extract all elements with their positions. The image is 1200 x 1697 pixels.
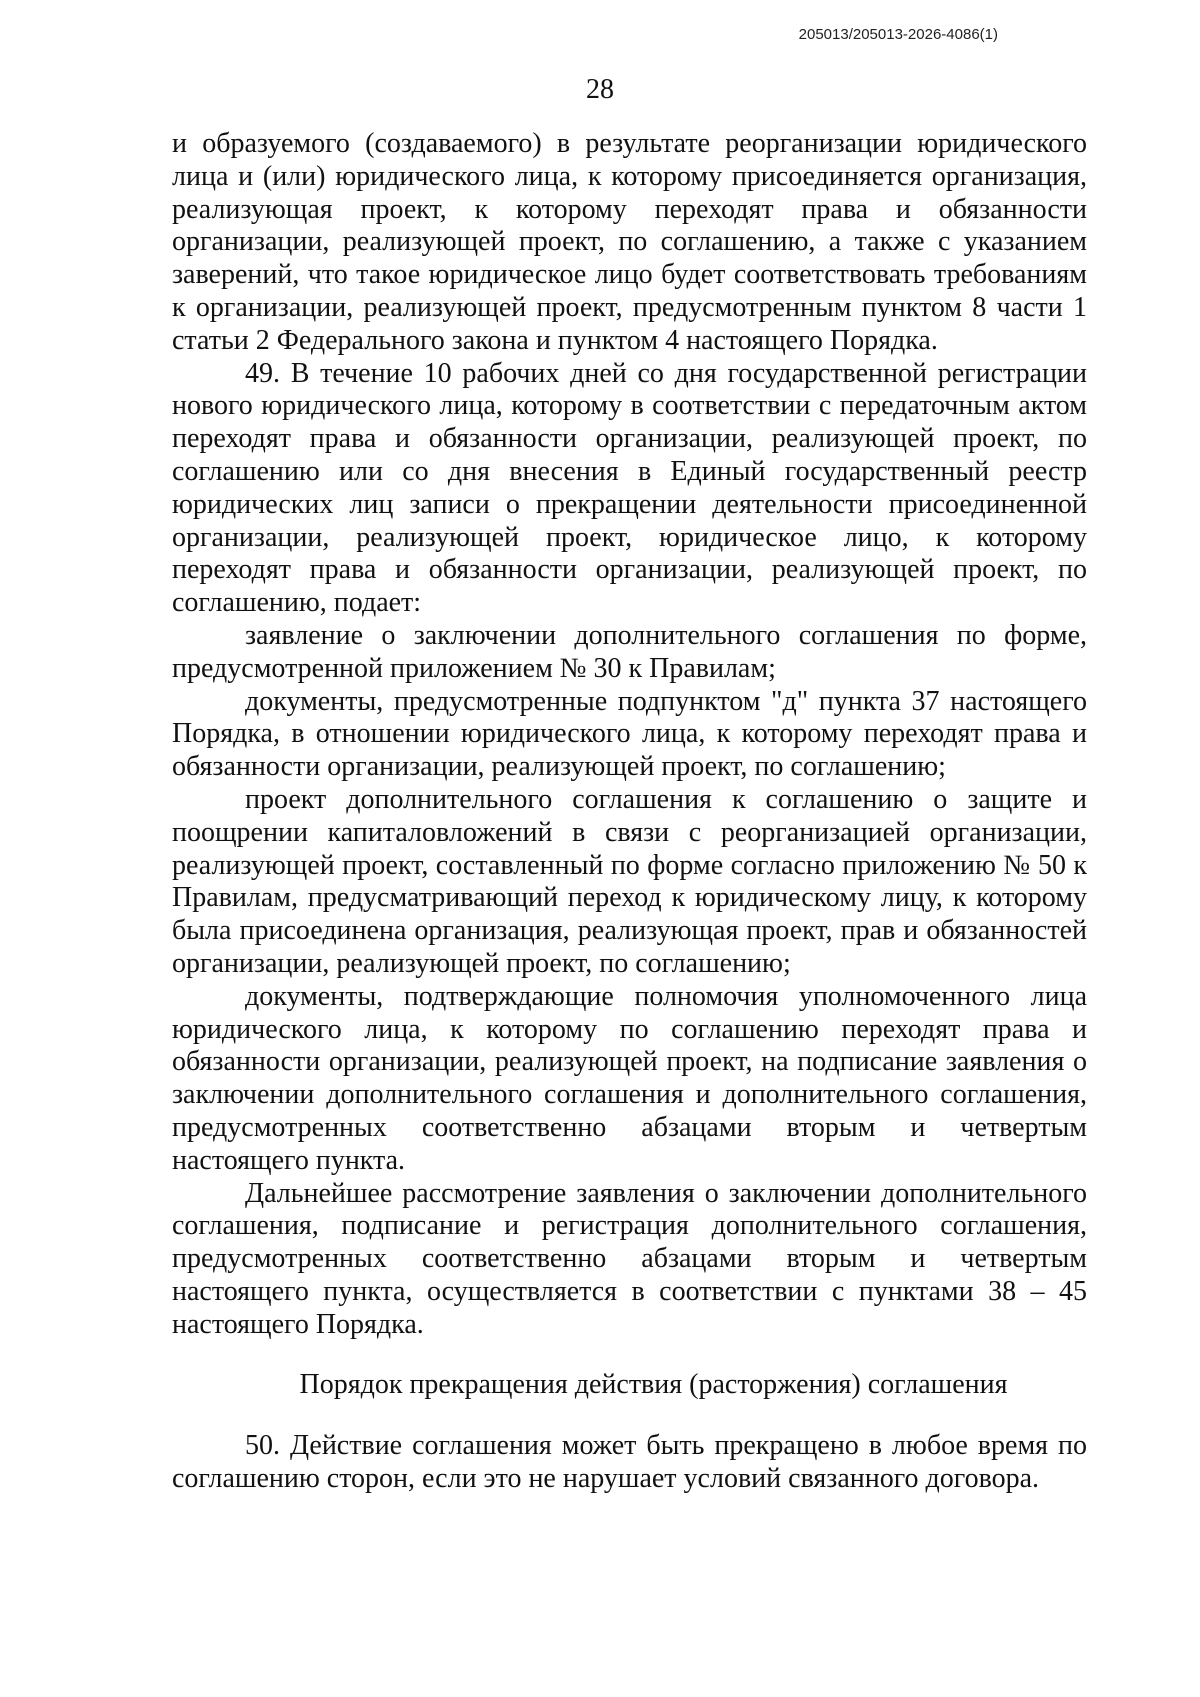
document-body xyxy=(172,128,1087,1496)
paragraph-further-review: Дальнейшее рассмотрение заявления о заключении дополнительного соглашения, подписание и регистрация дополнительного соглашения, предусмотренных соответственно абзацами вторым и четвертым настоящего пункта, осуществляется в соответствии с пунктами 38 – 45 настоящего Порядка. xyxy=(172,1177,1087,1340)
paragraph-continuation: и образуемого (создаваемого) в результате реорганизации юридического лица и (или) юридического лица, к которому присоединяется организация, реализующая проект, к которому переходят права и обязанности организации, реализующей проект, по соглашению, а также с указанием заверений, что такое юридическое лицо будет соответствовать требованиям к организации, реализующей проект, предусмотренным пунктом 8 части 1 статьи 2 Федерального закона и пунктом 4 настоящего Порядка. xyxy=(172,128,1087,356)
paragraph-application: заявление о заключении дополнительного соглашения по форме, предусмотренной приложением № 30 к Правилам; xyxy=(172,619,1087,684)
page-number: 28 xyxy=(586,74,614,105)
section-heading: Порядок прекращения действия (расторжения) соглашения xyxy=(299,1369,1008,1401)
paragraph-item-49: 49. В течение 10 рабочих дней со дня государственной регистрации нового юридического лица, которому в соответствии с передаточным актом переходят права и обязанности организации, реализующей проект, по соглашению или со дня внесения в Единый государственный реестр юридических лиц записи о прекращении деятельности присоединенной организации, реализующей проект, юридическое лицо, к которому переходят права и обязанности организации, реализующей проект, по соглашению, подает: xyxy=(172,357,1087,619)
paragraph-item-50: 50. Действие соглашения может быть прекращено в любое время по соглашению сторон, если это не нарушает условий связанного договора. xyxy=(172,1430,1087,1495)
paragraph-draft-agreement: проект дополнительного соглашения к соглашению о защите и поощрении капиталовложений в связи с реорганизацией организации, реализующей проект, составленный по форме согласно приложению № 50 к Правилам, предусматривающий переход к юридическому лицу, к которому была присоединена организация, реализующая проект, прав и обязанностей организации, реализующей проект, по соглашению; xyxy=(172,783,1087,979)
paragraph-authority-documents: документы, подтверждающие полномочия уполномоченного лица юридического лица, к которому по соглашению переходят права и обязанности организации, реализующей проект, на подписание заявления о заключении дополнительного соглашения и дополнительного соглашения, предусмотренных соответственно абзацами вторым и четвертым настоящего пункта. xyxy=(172,980,1087,1176)
document-registration-number: 205013/205013-2026-4086(1) xyxy=(798,26,998,43)
paragraph-documents: документы, предусмотренные подпунктом "д" пункта 37 настоящего Порядка, в отношении юридического лица, к которому переходят права и обязанности организации, реализующей проект, по соглашению; xyxy=(172,685,1087,783)
